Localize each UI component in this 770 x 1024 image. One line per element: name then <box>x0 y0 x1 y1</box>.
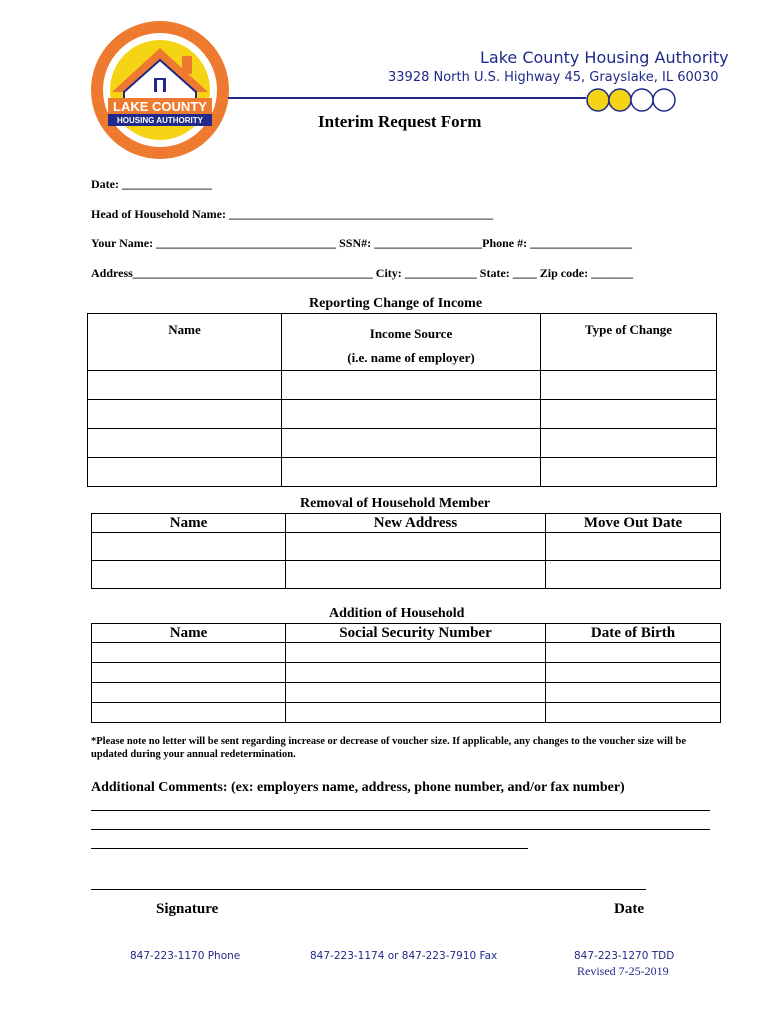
removal-header-date: Move Out Date <box>546 514 721 533</box>
signature-label: Signature <box>156 901 219 917</box>
address-field[interactable]: Address________________________________________ City: ____________ State: ____ Zip code: _______ <box>91 266 634 280</box>
income-header-name: Name <box>88 314 282 371</box>
name-ssn-phone-field[interactable]: Your Name: ______________________________ SSN#: __________________Phone #: _________________ <box>91 236 633 250</box>
income-header-type: Type of Change <box>541 314 717 371</box>
table-row <box>92 663 721 683</box>
income-section-title: Reporting Change of Income <box>309 296 483 311</box>
income-source-subheader: (i.e. name of employer) <box>347 350 475 365</box>
footer-fax: 847-223-1174 or 847-223-7910 Fax <box>310 950 498 962</box>
income-table <box>87 313 717 487</box>
table-row <box>88 371 717 400</box>
removal-header-name: Name <box>92 514 286 533</box>
footer-tdd: 847-223-1270 TDD <box>574 950 675 962</box>
table-row <box>88 429 717 458</box>
income-source-label: Income Source <box>369 326 453 341</box>
comment-line[interactable] <box>91 810 710 811</box>
comment-line[interactable] <box>91 829 710 830</box>
logo-line2: HOUSING AUTHORITY <box>117 116 203 125</box>
removal-header-address: New Address <box>286 514 546 533</box>
table-row <box>92 533 721 561</box>
revised-date: Revised 7-25-2019 <box>577 964 669 978</box>
form-title: Interim Request Form <box>318 112 482 131</box>
organization-address: 33928 North U.S. Highway 45, Grayslake, IL 60030 <box>388 70 719 85</box>
removal-section-title: Removal of Household Member <box>300 496 491 511</box>
comment-line[interactable] <box>91 848 528 849</box>
logo-line1: LAKE COUNTY <box>113 99 207 114</box>
addition-header-ssn: Social Security Number <box>286 624 546 643</box>
table-row <box>92 643 721 663</box>
income-header-source <box>282 314 541 371</box>
comments-label: Additional Comments: (ex: employers name, address, phone number, and/or fax number) <box>91 780 625 795</box>
footer-phone: 847-223-1170 Phone <box>130 950 241 962</box>
addition-header-dob: Date of Birth <box>546 624 721 643</box>
addition-section-title: Addition of Household <box>329 606 465 621</box>
housing-authority-logo <box>90 20 230 160</box>
table-row <box>88 400 717 429</box>
table-row <box>92 561 721 589</box>
voucher-note: *Please note no letter will be sent regarding increase or decrease of voucher size. If applicable, any changes to the voucher size will be updated during your annual redetermination. <box>91 736 687 760</box>
header-divider <box>228 97 586 99</box>
addition-table <box>91 623 721 723</box>
organization-name: Lake County Housing Authority <box>480 48 729 67</box>
addition-header-name: Name <box>92 624 286 643</box>
decorative-circles <box>584 86 680 114</box>
table-row <box>92 703 721 723</box>
head-of-household-field[interactable]: Head of Household Name: ____________________________________________ <box>91 207 493 221</box>
date-field[interactable]: Date: _______________ <box>91 177 212 191</box>
date-label: Date <box>614 901 644 917</box>
table-row <box>92 683 721 703</box>
signature-line[interactable] <box>91 889 646 890</box>
table-row <box>88 458 717 487</box>
removal-table <box>91 513 721 589</box>
